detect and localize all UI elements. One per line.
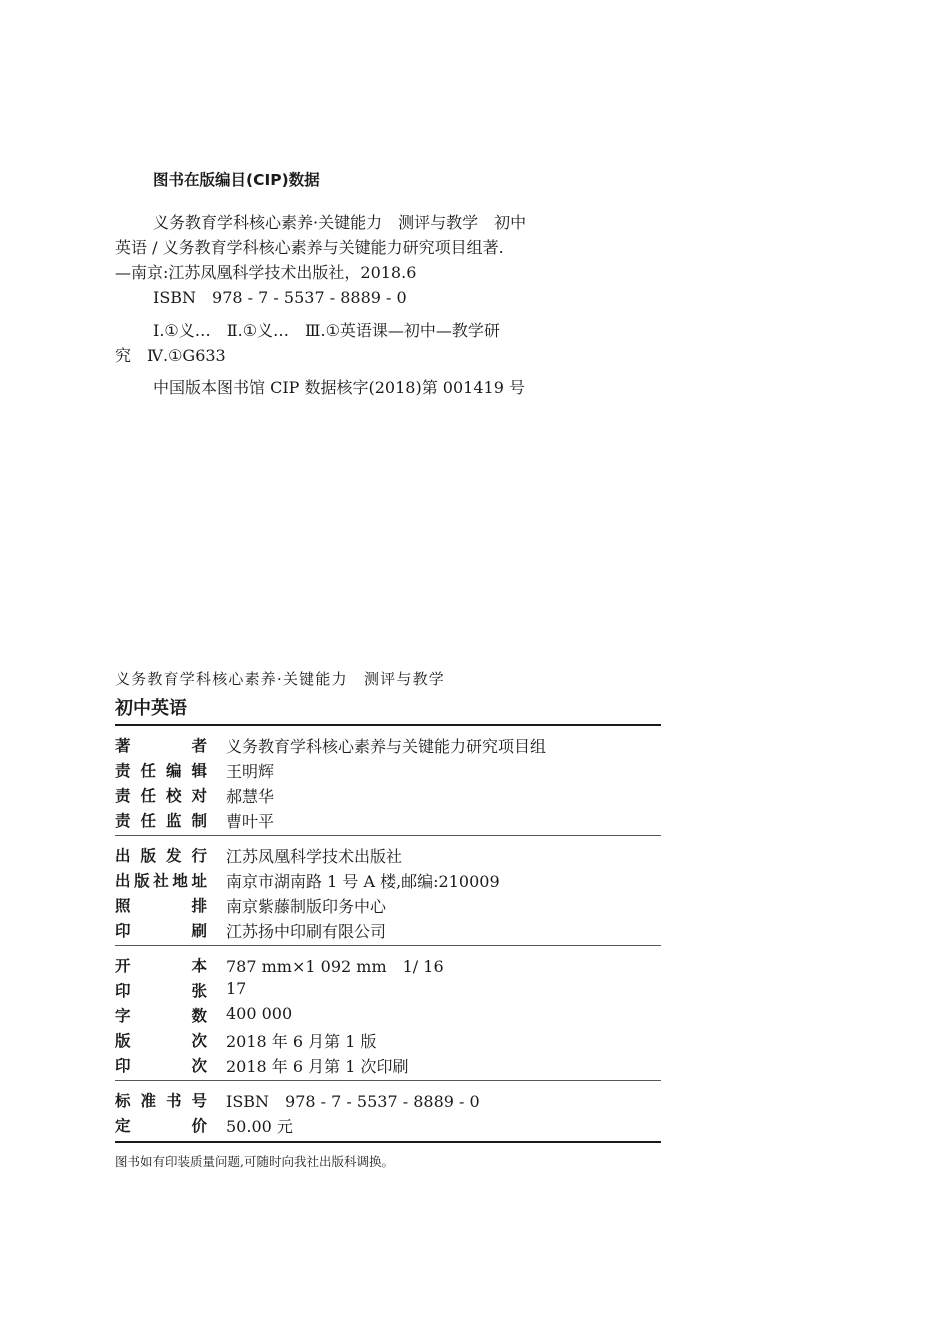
- imprint-row: [115, 784, 661, 808]
- cip-line-isbn: ISBN 978 - 7 - 5537 - 8889 - 0: [153, 288, 407, 307]
- imprint-label: 版 次: [115, 1032, 207, 1050]
- cip-line-record-number: 中国版本图书馆 CIP 数据核字(2018)第 001419 号: [153, 378, 525, 397]
- imprint-value: 南京市湖南路 1 号 A 楼,邮编:210009: [226, 872, 500, 891]
- imprint-label: 开 本: [115, 957, 207, 975]
- imprint-row: [115, 1004, 661, 1028]
- imprint-row: [115, 844, 661, 868]
- cip-line-classification-cont: 究 Ⅳ.①G633: [115, 346, 226, 365]
- footer-note: 图书如有印装质量问题,可随时向我社出版科调换。: [115, 1154, 394, 1169]
- imprint-value: 义务教育学科核心素养与关键能力研究项目组: [226, 737, 547, 756]
- rule-divider: [115, 835, 661, 836]
- imprint-row: [115, 869, 661, 893]
- rule-bottom: [115, 1141, 661, 1143]
- imprint-row: [115, 894, 661, 918]
- imprint-label: 定 价: [115, 1117, 207, 1135]
- imprint-label: 标 准 书 号: [115, 1092, 207, 1110]
- imprint-label: 字 数: [115, 1007, 207, 1025]
- imprint-value: 南京紫藤制版印务中心: [226, 897, 387, 916]
- cip-line-title: 义务教育学科核心素养·关键能力 测评与教学 初中: [153, 213, 527, 232]
- imprint-value: 2018 年 6 月第 1 次印刷: [226, 1057, 409, 1076]
- imprint-label: 印 刷: [115, 922, 207, 940]
- imprint-row: [115, 809, 661, 833]
- imprint-row: [115, 954, 661, 978]
- imprint-value: 2018 年 6 月第 1 版: [226, 1032, 377, 1051]
- imprint-value: 50.00 元: [226, 1117, 293, 1136]
- imprint-label: 印 次: [115, 1057, 207, 1075]
- imprint-label: 责 任 编 辑: [115, 762, 207, 780]
- imprint-row: [115, 1114, 661, 1138]
- imprint-value: 郝慧华: [226, 787, 275, 806]
- imprint-value: 787 mm×1 092 mm 1/ 16: [226, 957, 444, 976]
- imprint-value: 江苏凤凰科学技术出版社: [226, 847, 403, 866]
- imprint-value: 400 000: [226, 1004, 293, 1023]
- cip-line-classification: Ⅰ.①义… Ⅱ.①义… Ⅲ.①英语课—初中—教学研: [153, 321, 500, 340]
- cip-line-publisher: —南京:江苏凤凰科学技术出版社，2018.6: [115, 263, 417, 282]
- imprint-row: [115, 919, 661, 943]
- rule-top: [115, 724, 661, 726]
- rule-divider: [115, 945, 661, 946]
- imprint-value: 王明辉: [226, 762, 275, 781]
- imprint-label: 印 张: [115, 982, 207, 1000]
- imprint-label: 责 任 监 制: [115, 812, 207, 830]
- imprint-label: 出 版 社 地 址: [115, 872, 207, 890]
- rule-divider: [115, 1080, 661, 1081]
- series-title: 义务教育学科核心素养·关键能力 测评与教学: [115, 670, 445, 688]
- imprint-label: 照 排: [115, 897, 207, 915]
- imprint-value: 江苏扬中印刷有限公司: [226, 922, 387, 941]
- imprint-row: [115, 759, 661, 783]
- imprint-row: [115, 734, 661, 758]
- imprint-row: [115, 1029, 661, 1053]
- imprint-value: ISBN 978 - 7 - 5537 - 8889 - 0: [226, 1092, 480, 1111]
- imprint-label: 出 版 发 行: [115, 847, 207, 865]
- imprint-label: 责 任 校 对: [115, 787, 207, 805]
- book-title: 初中英语: [115, 698, 187, 719]
- imprint-value: 17: [226, 979, 247, 998]
- imprint-value: 曹叶平: [226, 812, 275, 831]
- imprint-row: [115, 1054, 661, 1078]
- cip-heading: 图书在版编目(CIP)数据: [153, 171, 320, 189]
- imprint-label: 著 者: [115, 737, 207, 755]
- imprint-row: [115, 979, 661, 1003]
- imprint-row: [115, 1089, 661, 1113]
- cip-line-author: 英语 / 义务教育学科核心素养与关键能力研究项目组著.: [115, 238, 504, 257]
